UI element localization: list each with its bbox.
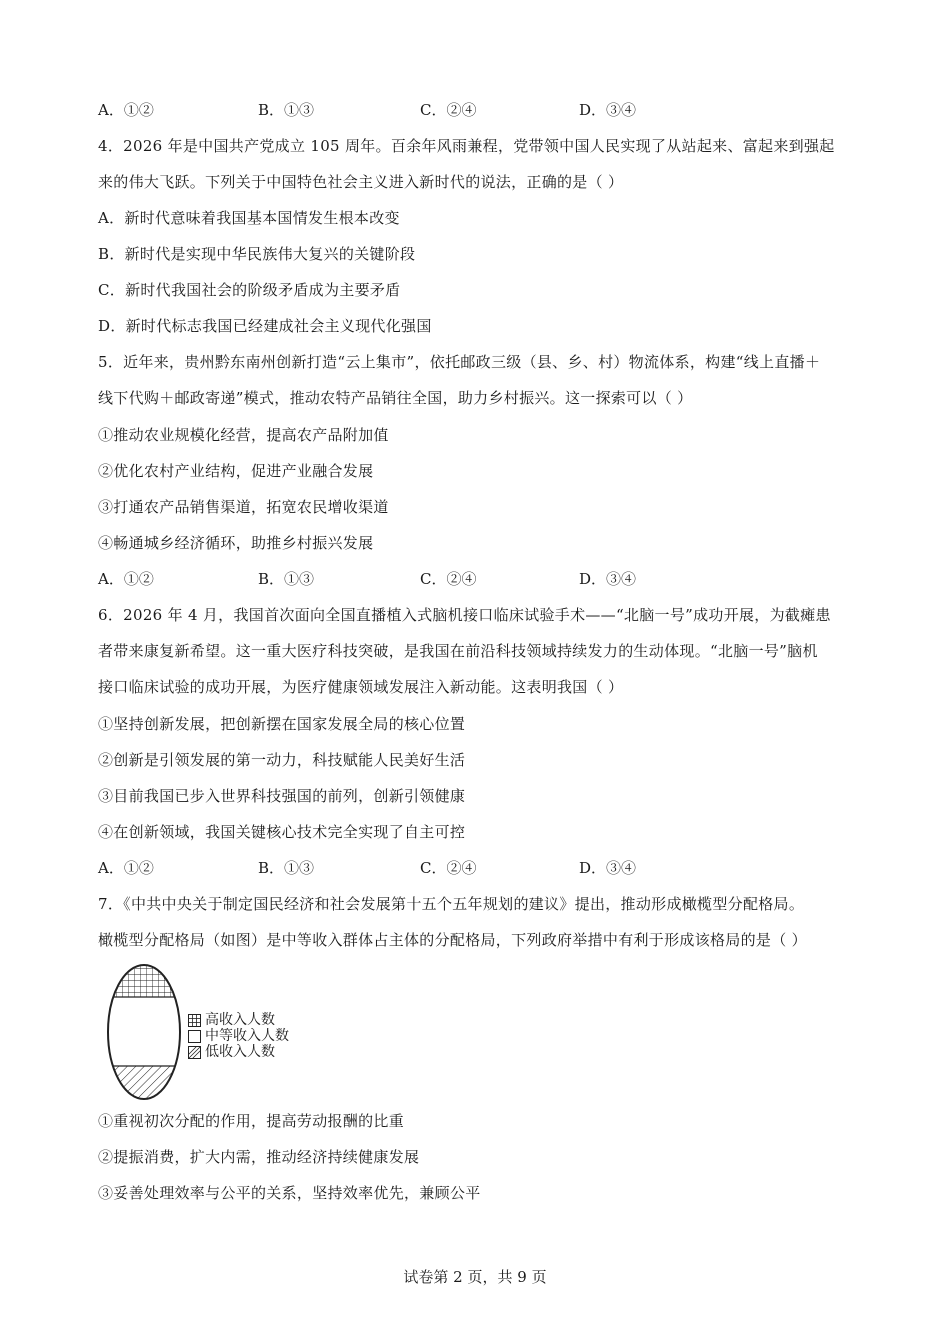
q3-option-a: A．①② (98, 101, 154, 119)
q6-statement-2: ②创新是引领发展的第一动力，科技赋能人民美好生活 (98, 751, 466, 769)
q6-option-b: B．①③ (258, 859, 315, 877)
legend-high-label: 高收入人数 (205, 1012, 275, 1028)
q6-statement-3: ③目前我国已步入世界科技强国的前列，创新引领健康 (98, 787, 466, 805)
blank-swatch-icon (188, 1030, 201, 1043)
q5-stem-line2: 线下代购＋邮政寄递”模式，推动农特产品销往全国，助力乡村振兴。这一探索可以（ ） (98, 389, 693, 407)
q5-statement-2: ②优化农村产业结构，促进产业融合发展 (98, 462, 374, 480)
olive-distribution-figure (104, 962, 324, 1102)
q5-option-a: A．①② (98, 570, 154, 588)
q7-statement-3: ③妥善处理效率与公平的关系，坚持效率优先，兼顾公平 (98, 1184, 481, 1202)
q5-stem-line1: 5．近年来，贵州黔东南州创新打造“云上集市”，依托邮政三级（县、乡、村）物流体系，构建“线上直播＋ (98, 353, 821, 371)
page-footer: 试卷第 2 页，共 9 页 (403, 1268, 547, 1286)
q6-option-c: C．②④ (420, 859, 477, 877)
q5-option-d: D．③④ (579, 570, 637, 588)
q5-options (98, 569, 858, 589)
low-income-region (104, 1066, 184, 1102)
q5-option-c: C．②④ (420, 570, 477, 588)
legend-low-label: 低收入人数 (205, 1044, 275, 1060)
hatch-swatch-icon (188, 1046, 201, 1059)
q6-statement-4: ④在创新领域，我国关键核心技术完全实现了自主可控 (98, 823, 466, 841)
q6-stem-line2: 者带来康复新希望。这一重大医疗科技突破，是我国在前沿科技领域持续发力的生动体现。“北脑一号”脑机 (98, 642, 818, 660)
q3-options (98, 100, 858, 120)
q3-option-c: C．②④ (420, 101, 477, 119)
q7-stem-line2: 橄榄型分配格局（如图）是中等收入群体占主体的分配格局，下列政府举措中有利于形成该格局的是（ ） (98, 931, 807, 949)
q5-option-b: B．①③ (258, 570, 315, 588)
q4-option-a: A．新时代意味着我国基本国情发生根本改变 (98, 209, 400, 227)
q4-stem-line1: 4．2026 年是中国共产党成立 105 周年。百余年风雨兼程，党带领中国人民实现了从站起来、富起来到强起 (98, 137, 835, 155)
q6-stem-line1: 6．2026 年 4 月，我国首次面向全国直播植入式脑机接口临床试验手术——“北脑一号”成功开展，为截瘫患 (98, 606, 831, 624)
q4-stem-line2: 来的伟大飞跃。下列关于中国特色社会主义进入新时代的说法，正确的是（ ） (98, 173, 624, 191)
q7-statement-2: ②提振消费，扩大内需，推动经济持续健康发展 (98, 1148, 420, 1166)
q6-option-a: A．①② (98, 859, 154, 877)
q3-option-d: D．③④ (579, 101, 637, 119)
q6-options (98, 858, 858, 878)
q6-option-d: D．③④ (579, 859, 637, 877)
q5-statement-1: ①推动农业规模化经营，提高农产品附加值 (98, 426, 389, 444)
q6-statement-1: ①坚持创新发展，把创新摆在国家发展全局的核心位置 (98, 715, 466, 733)
q7-stem-line1: 7．《中共中央关于制定国民经济和社会发展第十五个五年规划的建议》提出，推动形成橄榄型分配格局。 (98, 895, 805, 913)
legend-middle-label: 中等收入人数 (205, 1028, 289, 1044)
q4-option-b: B．新时代是实现中华民族伟大复兴的关键阶段 (98, 245, 416, 263)
olive-ellipse-diagram (104, 962, 184, 1102)
q6-stem-line3: 接口临床试验的成功开展，为医疗健康领域发展注入新动能。这表明我国（ ） (98, 678, 624, 696)
q5-statement-4: ④畅通城乡经济循环，助推乡村振兴发展 (98, 534, 374, 552)
q4-option-d: D．新时代标志我国已经建成社会主义现代化强国 (98, 317, 432, 335)
q7-statement-1: ①重视初次分配的作用，提高劳动报酬的比重 (98, 1112, 405, 1130)
grid-swatch-icon (188, 1014, 201, 1027)
q3-option-b: B．①③ (258, 101, 315, 119)
q4-option-c: C．新时代我国社会的阶级矛盾成为主要矛盾 (98, 281, 401, 299)
q5-statement-3: ③打通农产品销售渠道，拓宽农民增收渠道 (98, 498, 389, 516)
